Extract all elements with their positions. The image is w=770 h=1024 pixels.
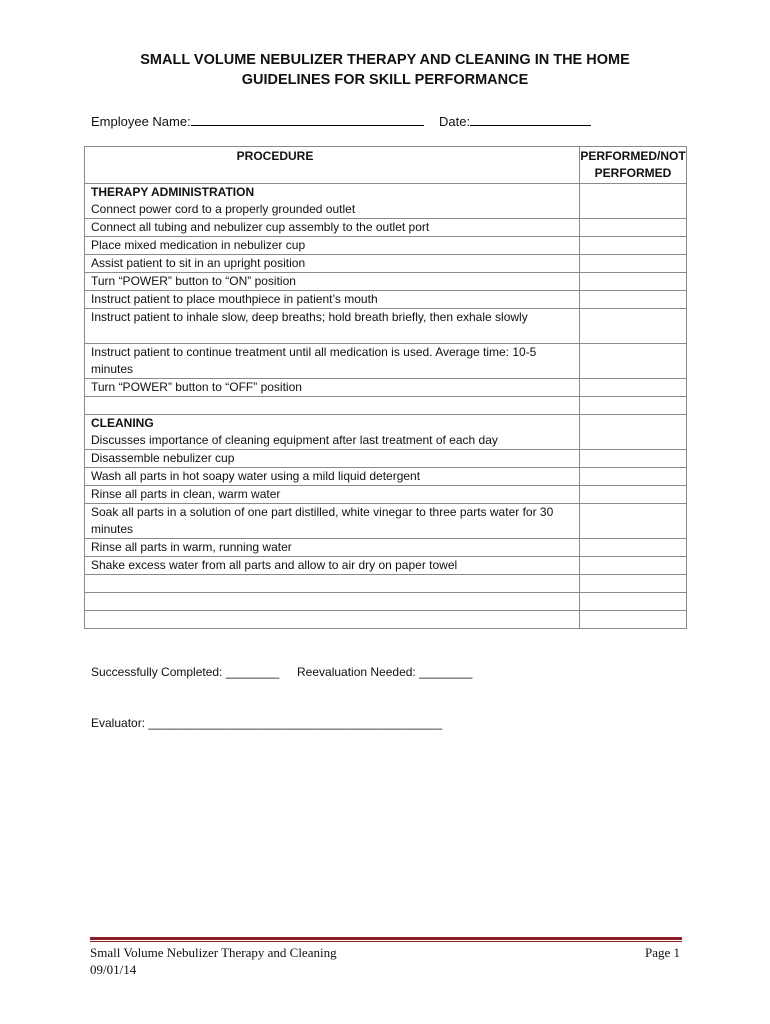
step-text: Connect all tubing and nebulizer cup assembly to the outlet port (91, 220, 430, 234)
table-row-empty (85, 575, 687, 593)
table-row (85, 237, 687, 255)
document-subtitle: GUIDELINES FOR SKILL PERFORMANCE (241, 72, 529, 88)
procedure-cell (85, 468, 580, 486)
section-heading: THERAPY ADMINISTRATION (91, 185, 255, 199)
table-row (85, 415, 687, 450)
table-header-row (85, 147, 687, 184)
performed-cell[interactable] (580, 611, 687, 629)
performed-header: PERFORMED/NOT PERFORMED (580, 147, 687, 184)
step-text: Soak all parts in a solution of one part distilled, white vinegar to three parts water for 30 minutes (91, 505, 554, 536)
footer-page-number: Page 1 (644, 945, 680, 960)
performed-cell[interactable] (580, 557, 687, 575)
performed-cell[interactable] (580, 575, 687, 593)
employee-name-blank[interactable] (191, 112, 424, 126)
procedure-cell (85, 611, 580, 629)
table-row (85, 486, 687, 504)
procedure-cell (85, 557, 580, 575)
table-row (85, 539, 687, 557)
procedure-cell (85, 379, 580, 397)
step-text: Shake excess water from all parts and allow to air dry on paper towel (91, 558, 458, 572)
date-field[interactable] (439, 112, 591, 130)
reevaluation-needed[interactable]: Reevaluation Needed: ________ (297, 665, 473, 679)
footer-rule (90, 937, 682, 940)
footer-doc-title: Small Volume Nebulizer Therapy and Cleaning (90, 945, 337, 960)
performed-cell[interactable] (580, 504, 687, 539)
step-text: Instruct patient to place mouthpiece in patient’s mouth (91, 292, 378, 306)
step-text: Disassemble nebulizer cup (91, 451, 235, 465)
footer-rule-thin (90, 941, 682, 942)
employee-name-label: Employee Name: (91, 114, 191, 129)
step-text: Discusses importance of cleaning equipment after last treatment of each day (91, 433, 498, 447)
successfully-completed[interactable]: Successfully Completed: ________ (91, 665, 280, 679)
performed-cell[interactable] (580, 415, 687, 450)
table-row-empty (85, 397, 687, 415)
footer-date: 09/01/14 (90, 962, 137, 977)
step-text: Place mixed medication in nebulizer cup (91, 238, 306, 252)
performed-cell[interactable] (580, 468, 687, 486)
table-row (85, 273, 687, 291)
performed-cell[interactable] (580, 255, 687, 273)
step-text: Turn “POWER” button to “ON” position (91, 274, 296, 288)
step-text: Rinse all parts in warm, running water (91, 540, 292, 554)
performed-cell[interactable] (580, 344, 687, 379)
performed-cell[interactable] (580, 379, 687, 397)
step-text: Assist patient to sit in an upright position (91, 256, 306, 270)
step-text: Instruct patient to continue treatment until all medication is used. Average time: 10-5 minutes (91, 345, 537, 376)
table-row-empty (85, 593, 687, 611)
table-row (85, 344, 687, 379)
performed-cell[interactable] (580, 237, 687, 255)
table-row (85, 219, 687, 237)
procedure-cell (85, 450, 580, 468)
performed-cell[interactable] (580, 539, 687, 557)
performed-cell[interactable] (580, 184, 687, 219)
procedure-cell (85, 593, 580, 611)
table-row-empty (85, 611, 687, 629)
step-text: Wash all parts in hot soapy water using a mild liquid detergent (91, 469, 421, 483)
table-row (85, 557, 687, 575)
step-text: Instruct patient to inhale slow, deep breaths; hold breath briefly, then exhale slowly (91, 310, 528, 324)
table-row (85, 309, 687, 344)
procedure-cell (85, 344, 580, 379)
procedure-cell (85, 291, 580, 309)
table-row (85, 291, 687, 309)
procedure-cell (85, 575, 580, 593)
document-title: SMALL VOLUME NEBULIZER THERAPY AND CLEANING IN THE HOME (140, 52, 630, 68)
performed-cell[interactable] (580, 450, 687, 468)
performed-cell[interactable] (580, 291, 687, 309)
table-row (85, 184, 687, 219)
table-row (85, 379, 687, 397)
performed-cell[interactable] (580, 397, 687, 415)
procedure-cell (85, 184, 580, 219)
procedure-cell (85, 486, 580, 504)
performed-cell[interactable] (580, 593, 687, 611)
procedure-cell (85, 219, 580, 237)
procedure-cell (85, 237, 580, 255)
procedure-cell (85, 309, 580, 344)
procedure-header: PROCEDURE (85, 147, 580, 184)
performed-cell[interactable] (580, 309, 687, 344)
procedure-cell (85, 539, 580, 557)
procedure-cell (85, 255, 580, 273)
section-heading: CLEANING (91, 416, 154, 430)
date-blank[interactable] (470, 112, 591, 126)
step-text: Rinse all parts in clean, warm water (91, 487, 281, 501)
employee-name-field[interactable] (91, 112, 424, 130)
step-text: Connect power cord to a properly grounded outlet (91, 202, 356, 216)
procedure-cell (85, 504, 580, 539)
table-row (85, 450, 687, 468)
table-row (85, 255, 687, 273)
table-row (85, 504, 687, 539)
performed-cell[interactable] (580, 273, 687, 291)
procedure-cell (85, 415, 580, 450)
procedure-cell (85, 397, 580, 415)
step-text: Turn “POWER” button to “OFF” position (91, 380, 302, 394)
table-row (85, 468, 687, 486)
procedure-cell (85, 273, 580, 291)
performed-cell[interactable] (580, 486, 687, 504)
evaluator-line[interactable]: Evaluator: ____________________________________________ (91, 716, 443, 730)
performed-cell[interactable] (580, 219, 687, 237)
date-label: Date: (439, 114, 471, 129)
procedure-table (84, 146, 687, 629)
